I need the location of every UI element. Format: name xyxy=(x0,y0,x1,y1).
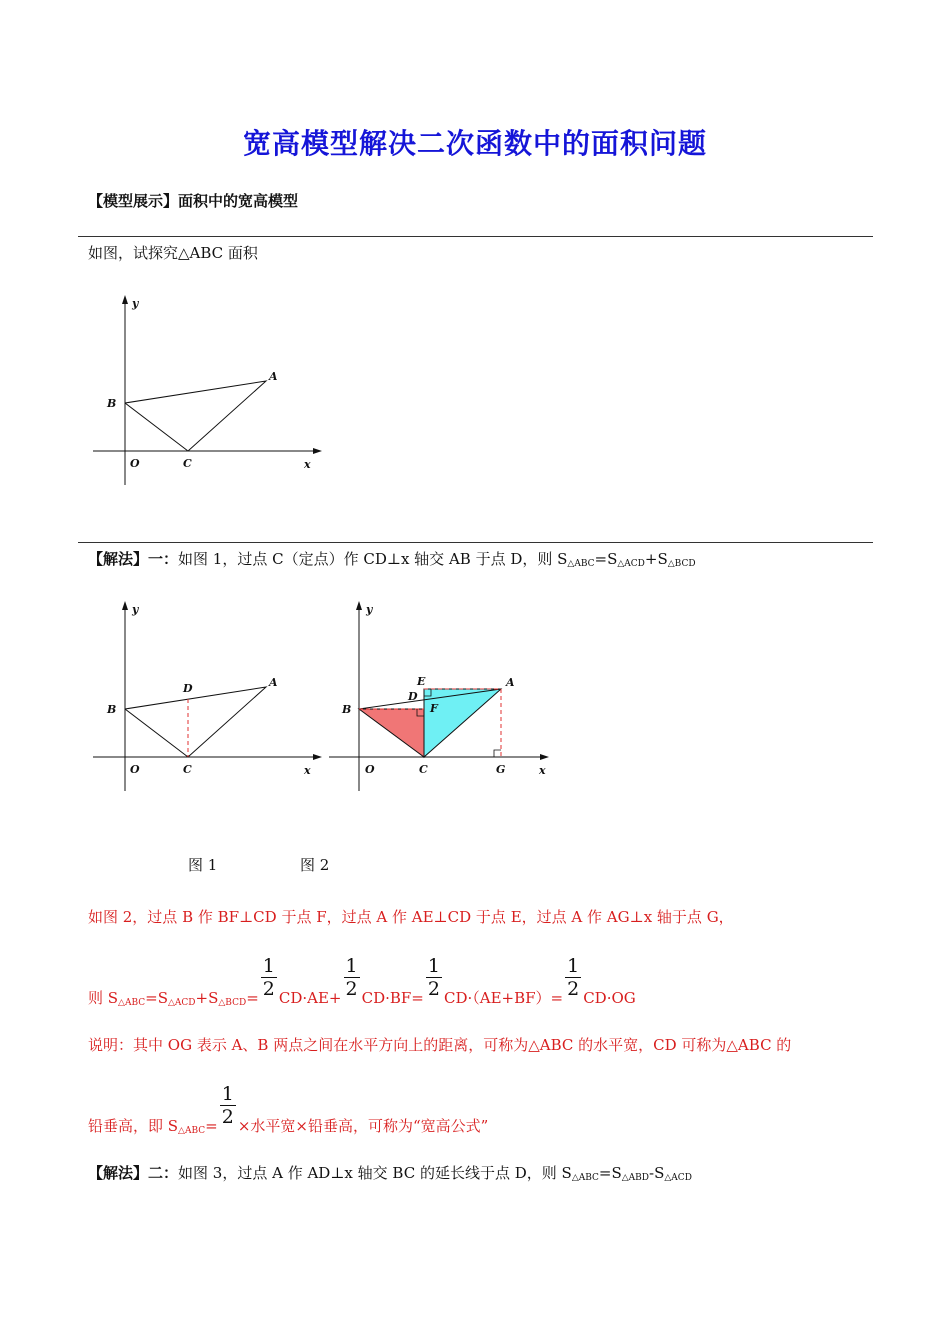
label-d: D xyxy=(183,682,193,695)
svg-text:O: O xyxy=(130,763,140,776)
divider-method1 xyxy=(78,542,873,543)
label-b: B xyxy=(107,397,117,410)
explain-line2: 铅垂高，即 $S_{\triangle ABC}=$ $\frac{1}{2}$ ×水平宽×铅垂高，可称为“宽高公式” xyxy=(88,1083,489,1136)
svg-text:O: O xyxy=(365,763,375,776)
label-y: y xyxy=(132,297,139,310)
method2-label: 【解法】二： xyxy=(88,1164,179,1182)
y-axis-arrow-icon xyxy=(122,601,128,610)
red-triangle-bcd xyxy=(359,709,424,757)
svg-text:B: B xyxy=(342,703,352,716)
svg-text:C: C xyxy=(419,763,428,776)
svg-text:x: x xyxy=(304,764,311,777)
svg-text:E: E xyxy=(417,675,426,688)
intro-text: 如图，试探究△ABC 面积 xyxy=(88,244,258,262)
svg-text:x: x xyxy=(539,764,546,777)
fraction-half: $\frac{1}{2}$ xyxy=(345,955,358,1000)
fraction-half: $\frac{1}{2}$ xyxy=(567,955,580,1000)
svg-text:y: y xyxy=(132,603,139,616)
cyan-triangle-acd xyxy=(424,689,501,757)
svg-text:A: A xyxy=(269,676,278,689)
y-axis-arrow-icon xyxy=(356,601,362,610)
right-angle-g xyxy=(494,750,501,757)
figure-1 xyxy=(88,596,328,801)
svg-text:D: D xyxy=(408,690,418,703)
svg-text:B: B xyxy=(107,703,117,716)
svg-text:y: y xyxy=(366,603,373,616)
x-axis-arrow-icon xyxy=(313,448,322,454)
page-title: 宽高模型解决二次函数中的面积问题 xyxy=(242,127,707,160)
method2-line: 【解法】二：如图 3，过点 A 作 AD⊥x 轴交 BC 的延长线于点 D，则 $S_{\triangle ABC}=S_{\triangle ABD}-S_{\triangle ACD}$ xyxy=(88,1164,692,1183)
figure-triangle-abc xyxy=(88,290,328,495)
fraction-half: $\frac{1}{2}$ xyxy=(221,1083,234,1128)
triangle-abc xyxy=(125,381,266,451)
svg-text:A: A xyxy=(506,676,515,689)
label-a: A xyxy=(269,370,278,383)
x-axis-arrow-icon xyxy=(540,754,549,760)
divider-top xyxy=(78,236,873,237)
explain-line1: 说明：其中 OG 表示 A、B 两点之间在水平方向上的距离，可称为△ABC 的水平宽，CD 可称为△ABC 的 xyxy=(88,1036,792,1054)
svg-text:G: G xyxy=(496,763,506,776)
label-o: O xyxy=(130,457,140,470)
x-axis-arrow-icon xyxy=(313,754,322,760)
fraction-half: $\frac{1}{2}$ xyxy=(427,955,440,1000)
fraction-half: $\frac{1}{2}$ xyxy=(262,955,275,1000)
caption-fig1: 图 1 xyxy=(188,856,218,874)
svg-text:F: F xyxy=(430,702,438,715)
caption-fig2: 图 2 xyxy=(300,856,330,874)
label-c: C xyxy=(183,457,192,470)
method1-line: 【解法】一：如图 1，过点 C（定点）作 CD⊥x 轴交 AB 于点 D，则 $S_{\triangle ABC}=S_{\triangle ACD}+S_{\triangle BCD}$ xyxy=(88,550,696,569)
method1-explain-line: 如图 2，过点 B 作 BF⊥CD 于点 F，过点 A 作 AE⊥CD 于点 E，过点 A 作 AG⊥x 轴于点 G， xyxy=(88,908,734,926)
section-heading-model: 【模型展示】面积中的宽高模型 xyxy=(88,192,299,210)
area-formula: 则 $S_{\triangle ABC}=S_{\triangle ACD}+S_{\triangle BCD}=$ $\frac{1}{2}$ CD·AE+ $\frac{1}{2}$ CD·BF= $\frac{1}{2}$ CD·（AE+BF）= $\frac{1}{2}$ CD·OG xyxy=(88,955,636,1008)
figure-2 xyxy=(325,596,555,801)
method1-label: 【解法】一： xyxy=(88,550,179,568)
y-axis-arrow-icon xyxy=(122,295,128,304)
svg-text:C: C xyxy=(183,763,192,776)
label-x: x xyxy=(304,458,311,471)
